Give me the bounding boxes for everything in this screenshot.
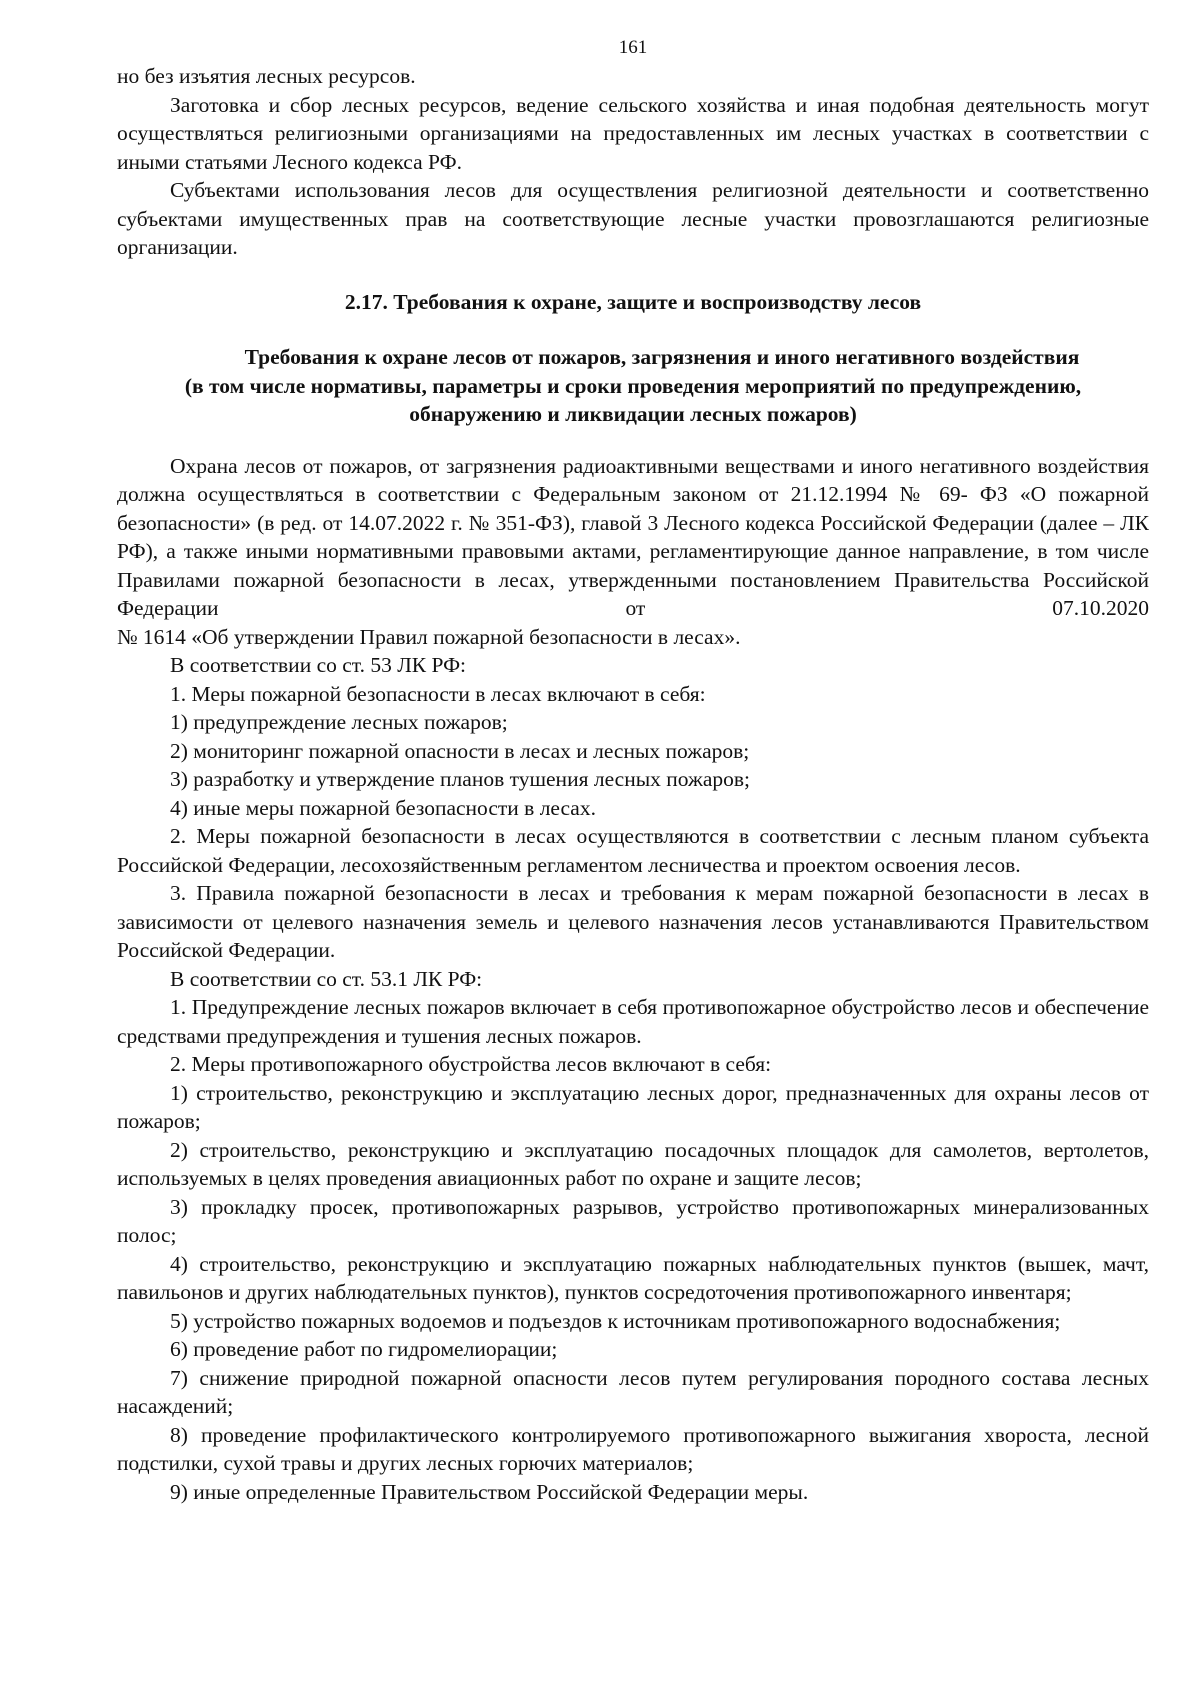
body-paragraph-9: 3. Правила пожарной безопасности в лесах и требования к мерам пожарной безопасности в лесах в зависимости от целевого назначения земель и целевого назначения лесов устанавливаются Правительством Российской Федерации. xyxy=(117,881,1149,962)
document-page xyxy=(117,36,1149,1506)
list-item: 9) иные определенные Правительством Российской Федерации меры. xyxy=(170,1479,809,1504)
list-item: 4) иные меры пожарной безопасности в лесах. xyxy=(170,795,596,820)
section-title: 2.17. Требования к охране, защите и воспроизводству лесов xyxy=(344,289,922,314)
subtitle-line-3: обнаружению и ликвидации лесных пожаров) xyxy=(409,402,857,426)
body-paragraph-10: В соответствии со ст. 53.1 ЛК РФ: xyxy=(170,966,483,991)
intro-paragraph-1: Заготовка и сбор лесных ресурсов, ведение сельского хозяйства и иная подобная деятельность могут осуществляться религиозными организациями на предоставленных им лесных участках в соответствии с иными статьями Лесного кодекса РФ. xyxy=(117,92,1149,174)
subtitle-line-1: Требования к охране лесов от пожаров, загрязнения и иного негативного воздействия xyxy=(244,345,1080,369)
body-paragraph-8: 2. Меры пожарной безопасности в лесах осуществляются в соответствии с лесным планом субъекта Российской Федерации, лесохозяйственным регламентом лесничества и проектом освоения лесов. xyxy=(117,824,1149,877)
body-paragraph-1-end: № 1614 «Об утверждении Правил пожарной безопасности в лесах». xyxy=(117,624,741,649)
body-paragraph-12: 2. Меры противопожарного обустройства лесов включают в себя: xyxy=(170,1052,772,1076)
list-item: 1) предупреждение лесных пожаров; xyxy=(170,710,508,734)
list-item: 1) строительство, реконструкцию и эксплуатацию лесных дорог, предназначенных для охраны лесов от пожаров; xyxy=(117,1080,1149,1133)
body-paragraph-2: В соответствии со ст. 53 ЛК РФ: xyxy=(170,653,467,677)
list-item: 2) мониторинг пожарной опасности в лесах и лесных пожаров; xyxy=(170,738,750,763)
list-item: 7) снижение природной пожарной опасности лесов путем регулирования породного состава лесных насаждений; xyxy=(117,1365,1149,1418)
subtitle-line-2: (в том числе нормативы, параметры и сроки проведения мероприятий по предупреждению, xyxy=(184,373,1082,398)
page-number: 161 xyxy=(618,37,648,58)
list-item: 2) строительство, реконструкцию и эксплуатацию посадочных площадок для самолетов, вертолетов, используемых в целях проведения авиационных работ по охране и защите лесов; xyxy=(117,1137,1149,1190)
body-paragraph-3: 1. Меры пожарной безопасности в лесах включают в себя: xyxy=(170,681,706,706)
list-item: 4) строительство, реконструкцию и эксплуатацию пожарных наблюдательных пунктов (вышек, мачт, павильонов и других наблюдательных пунктов), пунктов сосредоточения противопожарного инвентаря; xyxy=(117,1251,1149,1304)
intro-paragraph-2: Субъектами использования лесов для осуществления религиозной деятельности и соответственно субъектами имущественных прав на соответствующие лесные участки провозглашаются религиозные организации. xyxy=(117,178,1149,259)
list-item: 8) проведение профилактического контролируемого противопожарного выжигания хвороста, лесной подстилки, сухой травы и других лесных горючих материалов; xyxy=(117,1422,1149,1475)
section-subtitle xyxy=(117,343,1149,429)
list-item: 3) разработку и утверждение планов тушения лесных пожаров; xyxy=(170,767,751,791)
list-item: 5) устройство пожарных водоемов и подъездов к источникам противопожарного водоснабжения; xyxy=(170,1308,1061,1333)
list-item: 3) прокладку просек, противопожарных разрывов, устройство противопожарных минерализованных полос; xyxy=(117,1194,1149,1247)
list-item: 6) проведение работ по гидромелиорации; xyxy=(170,1337,558,1361)
body-paragraph-11: 1. Предупреждение лесных пожаров включает в себя противопожарное обустройство лесов и обеспечение средствами предупреждения и тушения лесных пожаров. xyxy=(117,995,1149,1048)
body-paragraph-1: Охрана лесов от пожаров, от загрязнения радиоактивными веществами и иного негативного воздействия должна осуществляться в соответствии с Федеральным законом от 21.12.1994 № 69- ФЗ «О пожарной безопасности» (в ред. от 14.07.2022 г. № 351-ФЗ), главой 3 Лесного кодекса Российской Федерации (далее – ЛК РФ), а также иными нормативными правовыми актами, регламентирующие данное направление, в том числе Правилами пожарной безопасности в лесах, утвержденными постановлением Правительства Российской Федерации от 07.10.2020 xyxy=(117,453,1149,620)
intro-line: но без изъятия лесных ресурсов. xyxy=(117,64,416,88)
